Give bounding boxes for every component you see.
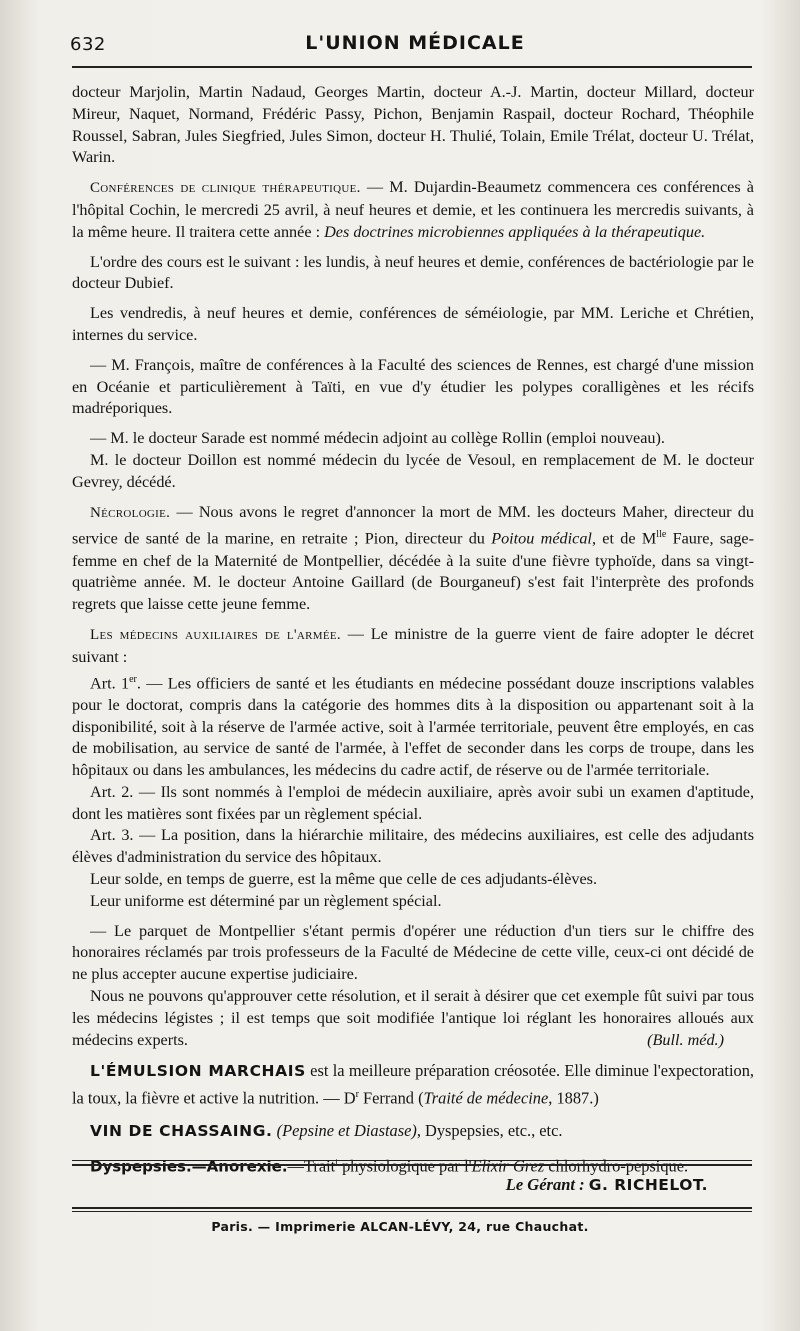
approuver-text: Nous ne pouvons qu'approuver cette résolution, et il serait à désirer que cet exemple fût suivi par tous les médecins légistes ; il est temps que soit modifiée l'antique loi réglant les honoraires alloués aux médecins experts. — [72, 987, 754, 1049]
ad-chassaing-paren: (Pepsine et Diastase) — [276, 1120, 417, 1140]
article-1 — [72, 669, 754, 782]
footer-rule-bottom-2 — [72, 1211, 752, 1212]
solde-paragraph: Leur solde, en temps de guerre, est la même que celle de ces adjudants-élèves. — [90, 870, 597, 889]
ad-marchais-name: L'ÉMULSION MARCHAIS — [90, 1062, 306, 1081]
article-body — [72, 82, 754, 1186]
uniforme-paragraph: Leur uniforme est déterminé par un règlement spécial. — [90, 891, 442, 910]
ad-marchais — [72, 1059, 754, 1110]
necrologie-text-2: , et de M — [591, 529, 657, 548]
conferences-text: — M. Dujardin-Beaumetz commencera ces conférences à l'hôpital Cochin, le mercredi 25 avril, à neuf heures et demie, et les continuera les mercredis suivants, à la même heure. Il traitera cette année : — [72, 178, 754, 241]
necrologie-heading: Nécrologie. — [90, 504, 171, 521]
necrologie-journal: Poitou médical — [491, 529, 592, 548]
gerant-label: Le Gérant : — [505, 1175, 585, 1194]
page-header — [70, 30, 760, 60]
armee-heading: Les médecins auxiliaires de l'armée. — [90, 626, 341, 643]
footer-rule-top-2 — [72, 1164, 752, 1166]
doillon-paragraph: M. le docteur Doillon est nommé médecin du lycée de Vesoul, en remplacement de M. le docteur Gevrey, décédé. — [72, 450, 754, 491]
article-1-label: Art. 1 — [90, 673, 130, 692]
ad-chassaing-name: VIN DE CHASSAING. — [90, 1121, 273, 1140]
sarade-paragraph: — M. le docteur Sarade est nommé médecin adjoint au collège Rollin (emploi nouveau). — [90, 429, 665, 448]
necrologie-text-3: Faure, sage-femme en chef de la Maternité de Montpellier, décédée à la suite d'une fièvre typhoïde, dans sa vingt-quatrième année. M. le docteur Antoine Gaillard (de Bourganeuf) s'est fait l'interprète des profonds regrets que laisse cette jeune femme. — [72, 529, 754, 614]
conferences-heading: Conférences de clinique thérapeutique. — [90, 180, 361, 197]
footer-rule-top — [72, 1160, 752, 1161]
necrologie-mlle: lle — [656, 529, 667, 541]
ad-marchais-ref: Traité de médecine — [423, 1088, 549, 1108]
ad-grez-sup: t — [335, 1156, 338, 1168]
parquet-paragraph: — Le parquet de Montpellier s'étant permis d'opérer une réduction d'un tiers sur le chiffre des honoraires réclamés par trois professeurs de la Faculté de Médecine de cette ville, ceux-ci ont décidé de ne plus accepter aucune expertise judiciaire. — [72, 921, 754, 984]
ad-grez-text-1: —Trait — [287, 1156, 336, 1176]
names-paragraph: docteur Marjolin, Martin Nadaud, Georges Martin, docteur A.-J. Martin, docteur Millard, docteur Mireur, Naquet, Normand, Frédéric Passy, Pichon, Benjamin Raspail, docteur Rochard, Théophile Roussel, Sabran, Jules Siegfried, Jules Simon, docteur H. Thulié, Tolain, Emile Trélat, docteur U. Trélat, Warin. — [72, 83, 754, 167]
gerant-name: G. RICHELOT. — [588, 1176, 708, 1194]
ad-grez-brand: Elixir Grez — [471, 1156, 545, 1176]
article-1-text: . — Les officiers de santé et les étudiants en médecine possédant douze inscriptions valables pour le doctorat, compris dans la catégorie des hommes dits à la disposition ou appartenant soit à la disponibilité, soit à la réserve de l'armée active, soit à l'armée territoriale, peuvent être employés, en cas de mobilisation, au service de santé de l'armée, à l'effet de seconder dans les corps de troupe, dans les hôpitaux ou dans les ambulances, les médecins du cadre actif, de réserve ou de l'armée territoriale. — [72, 673, 755, 780]
article-1-sup: er — [129, 673, 137, 685]
francois-paragraph: — M. François, maître de conférences à la Faculté des sciences de Rennes, est chargé d'une mission en Océanie et particulièrement à Taïti, en vue d'y étudier les polypes coralligènes et les récifs madréporiques. — [72, 355, 754, 418]
running-title: L'UNION MÉDICALE — [305, 32, 525, 54]
page-number: 632 — [70, 34, 106, 55]
gerant-signature — [506, 1175, 708, 1195]
ad-marchais-author: Ferrand ( — [358, 1088, 424, 1108]
imprint-line: Paris. — Imprimerie ALCAN-LÉVY, 24, rue Chauchat. — [211, 1219, 589, 1234]
cours-order-paragraph: L'ordre des cours est le suivant : les lundis, à neuf heures et demie, conférences de bactériologie par le docteur Dubief. — [72, 252, 754, 293]
approuver-source: (Bull. méd.) — [647, 1030, 724, 1049]
article-3: Art. 3. — La position, dans la hiérarchie militaire, des médecins auxiliaires, est celle des adjudants élèves d'administration du service des hôpitaux. — [72, 826, 754, 867]
ad-chassaing — [72, 1119, 754, 1143]
ad-grez-text-2: physiologique par l' — [337, 1156, 472, 1176]
ad-marchais-dr-sup: r — [355, 1089, 359, 1101]
armee-paragraph — [72, 624, 754, 669]
necrologie-paragraph — [72, 502, 754, 616]
necrologie-text-1: — Nous avons le regret d'annoncer la mort de MM. les docteurs Maher, directeur du service de santé de la marine, en retraite ; Pion, directeur du — [72, 502, 754, 548]
article-2: Art. 2. — Ils sont nommés à l'emploi de médecin auxiliaire, après avoir subi un examen d'aptitude, dont les matières sont fixées par un règlement spécial. — [72, 782, 754, 823]
conferences-paragraph — [72, 177, 754, 243]
ad-marchais-text: est la meilleure préparation créosotée. Elle diminue l'expectoration, la toux, la fièvre et active la nutrition. — D — [72, 1061, 754, 1108]
ad-chassaing-text: , Dyspepsies, etc., etc. — [416, 1120, 563, 1140]
ad-grez-lead: Dyspepsies.—Anorexie. — [90, 1157, 288, 1176]
approuver-paragraph — [72, 986, 754, 1051]
header-rule — [72, 66, 752, 68]
conferences-title: Des doctrines microbiennes appliquées à la thérapeutique. — [324, 222, 706, 241]
ad-grez-text-3: chlorhydro-pepsique. — [544, 1156, 689, 1176]
armee-text: — Le ministre de la guerre vient de faire adopter le décret suivant : — [72, 624, 754, 666]
cours-vendredis-paragraph: Les vendredis, à neuf heures et demie, conférences de séméiologie, par MM. Leriche et Chrétien, internes du service. — [72, 304, 754, 344]
ad-marchais-year: , 1887.) — [548, 1088, 599, 1108]
footer-rule-bottom — [72, 1207, 752, 1209]
